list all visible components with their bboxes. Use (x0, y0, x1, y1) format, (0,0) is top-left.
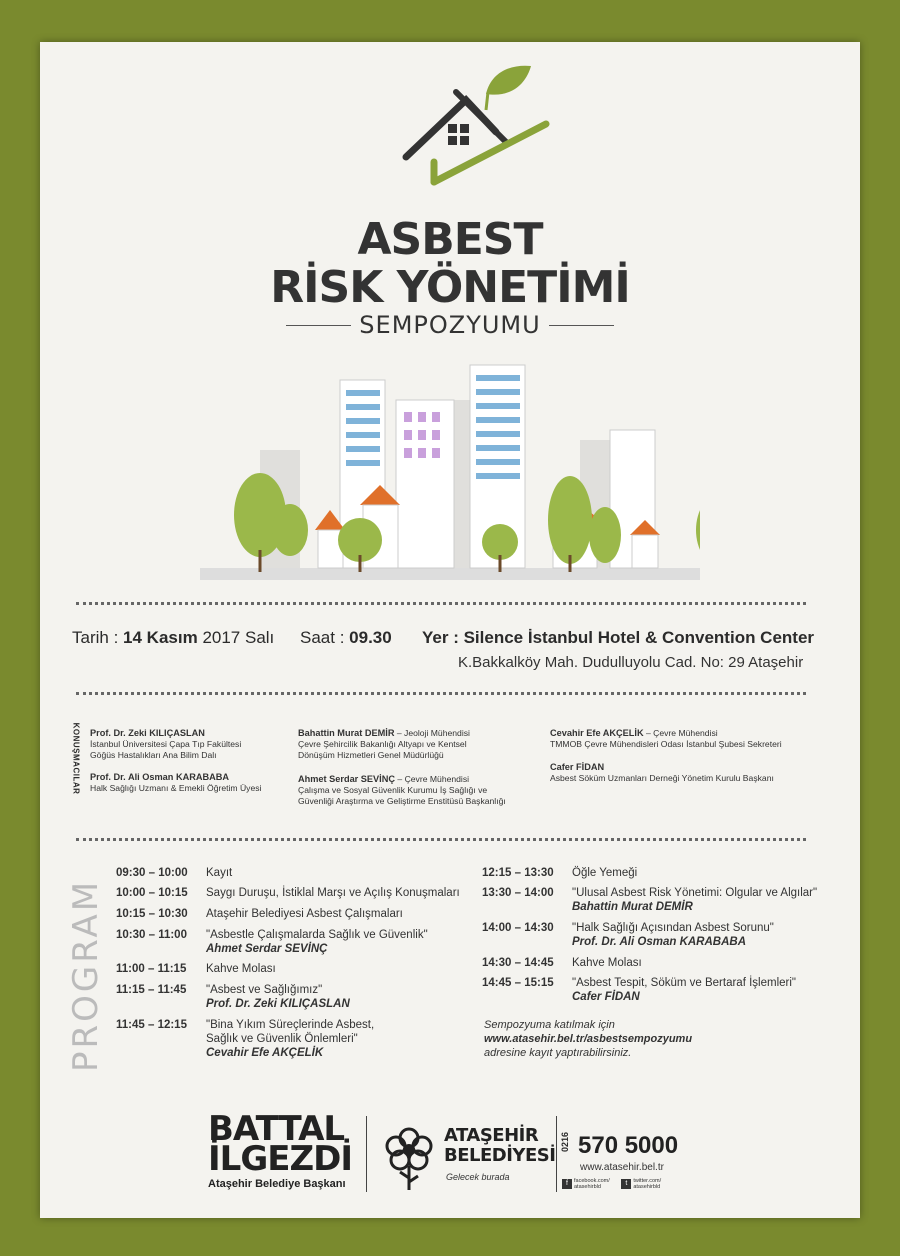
program-speaker: Prof. Dr. Zeki KILIÇASLAN (206, 998, 350, 1010)
mayor-last-name: İLGEZDİ (208, 1139, 352, 1179)
program-event: Kahve Molası (206, 963, 276, 975)
speaker-item (90, 728, 241, 761)
registration-text: Sempozyuma katılmak için (484, 1019, 615, 1031)
speaker-item (90, 772, 261, 794)
title-subtitle-row (286, 312, 614, 338)
program-time: 14:30 – 14:45 (482, 957, 554, 969)
phone-area-code: 0216 (560, 1131, 570, 1152)
program-event: Ataşehir Belediyesi Asbest Çalışmaları (206, 908, 403, 920)
program-event: Kayıt (206, 867, 233, 879)
speaker-name: Cevahir Efe AKÇELİK (550, 728, 644, 738)
speaker-desc: Çevre Şehircilik Bakanlığı Altyapı ve Kentsel (298, 739, 467, 749)
event-date (72, 628, 274, 648)
program-heading (66, 879, 106, 1072)
speaker-item (550, 728, 782, 750)
speakers-heading (70, 722, 81, 796)
mayor-title: Ataşehir Belediye Başkanı (208, 1178, 346, 1190)
title-line-3: SEMPOZYUMU (359, 311, 541, 339)
speaker-desc: Çalışma ve Sosyal Güvenlik Kurumu İş Sağlığı ve (298, 785, 488, 795)
municipality-block (374, 1116, 558, 1196)
registration-text: adresine kayıt yaptırabilirsiniz. (484, 1047, 632, 1059)
program-event: Saygı Duruşu, İstiklal Marşı ve Açılış Konuşmaları (206, 887, 460, 899)
program-event (572, 976, 796, 1004)
speaker-name: Cafer FİDAN (550, 762, 605, 772)
divider (286, 325, 351, 326)
speaker-item (298, 728, 470, 761)
twitter-link[interactable] (633, 1178, 661, 1190)
website-link[interactable]: www.atasehir.bel.tr (580, 1162, 664, 1173)
program-time: 13:30 – 14:00 (482, 887, 554, 899)
program-event-title: "Asbestle Çalışmalarda Sağlık ve Güvenlik" (206, 929, 428, 941)
divider (549, 325, 614, 326)
title-line-1: ASBEST (357, 214, 543, 265)
program-event (206, 983, 350, 1011)
program-event-title: Sağlık ve Güvenlik Önlemleri" (206, 1033, 358, 1045)
speaker-name: Prof. Dr. Zeki KILIÇASLAN (90, 728, 205, 738)
phone-number[interactable]: 570 5000 (578, 1132, 679, 1159)
program-speaker: Cafer FİDAN (572, 991, 640, 1003)
program-time: 10:00 – 10:15 (116, 887, 188, 899)
program-event (206, 928, 428, 956)
speaker-name: Ahmet Serdar SEVİNÇ (298, 774, 396, 784)
registration-link[interactable]: www.atasehir.bel.tr/asbestsempozyumu (484, 1033, 693, 1045)
program-speaker: Prof. Dr. Ali Osman KARABABA (572, 936, 747, 948)
time-label: Saat : (300, 628, 345, 647)
speaker-role: – Çevre Mühendisi (643, 728, 718, 738)
facebook-icon[interactable]: f (562, 1179, 572, 1189)
contact-block (560, 1116, 680, 1196)
place-label: Yer : (422, 628, 459, 647)
speaker-desc: TMMOB Çevre Mühendisleri Odası İstanbul Şubesi Sekreteri (550, 739, 782, 749)
program-time: 10:15 – 10:30 (116, 908, 188, 920)
program-heading-text: PROGRAM (66, 878, 106, 1072)
speaker-name: Prof. Dr. Ali Osman KARABABA (90, 772, 230, 782)
footer-divider (556, 1116, 557, 1192)
program-time: 14:45 – 15:15 (482, 977, 554, 989)
program-time: 10:30 – 11:00 (116, 929, 187, 941)
program-event-title: "Asbest Tespit, Söküm ve Bertaraf İşlemleri" (572, 977, 796, 989)
speaker-desc: Dönüşüm Hizmetleri Genel Müdürlüğü (298, 750, 444, 760)
program-speaker: Bahattin Murat DEMİR (572, 901, 693, 913)
program-speaker: Ahmet Serdar SEVİNÇ (206, 943, 328, 955)
municipality-slogan: Gelecek burada (446, 1172, 510, 1182)
event-place (422, 628, 814, 648)
registration-note (484, 1018, 692, 1060)
dotted-divider (76, 692, 806, 695)
place-value: Silence İstanbul Hotel & Convention Center (463, 628, 815, 647)
program-time: 11:15 – 11:45 (116, 984, 187, 996)
poster (40, 42, 860, 1218)
program-time: 11:45 – 12:15 (116, 1019, 187, 1031)
program-time: 11:00 – 11:15 (116, 963, 187, 975)
date-label: Tarih : (72, 628, 119, 647)
speaker-desc: Göğüs Hastalıkları Ana Bilim Dalı (90, 750, 217, 760)
time-value: 09.30 (349, 628, 392, 647)
program-event (572, 921, 774, 949)
facebook-link[interactable] (574, 1178, 610, 1190)
speaker-desc: Asbest Söküm Uzmanları Derneği Yönetim Kurulu Başkanı (550, 773, 774, 783)
program-event-title: "Asbest ve Sağlığımız" (206, 984, 323, 996)
speakers-heading-text: KONUŞMACILAR (71, 722, 81, 795)
twitter-icon[interactable]: t (621, 1179, 631, 1189)
event-address: K.Bakkalköy Mah. Dudulluyolu Cad. No: 29 Ataşehir (458, 654, 804, 671)
program-event-title: "Bina Yıkım Süreçlerinde Asbest, (206, 1019, 375, 1031)
dotted-divider (76, 602, 806, 605)
program-time: 09:30 – 10:00 (116, 867, 188, 879)
twitter-text: twitter.com/ (633, 1178, 662, 1184)
municipality-name (444, 1126, 555, 1166)
program-event-title: "Ulusal Asbest Risk Yönetimi: Olgular ve Algılar" (572, 887, 818, 899)
title-line-2: RİSK YÖNETİMİ (270, 262, 630, 313)
program-time: 14:00 – 14:30 (482, 922, 554, 934)
program-speaker: Cevahir Efe AKÇELİK (206, 1047, 324, 1059)
program-time: 12:15 – 13:30 (482, 867, 554, 879)
speaker-desc: Halk Sağlığı Uzmanı & Emekli Öğretim Üyesi (90, 783, 262, 793)
city-illustration (200, 360, 700, 580)
house-leaf-logo-icon (396, 62, 556, 202)
speaker-desc: Güvenliği Araştırma ve Geliştirme Enstitüsü Başkanlığı (298, 796, 506, 806)
program-event (572, 886, 817, 914)
footer-divider (366, 1116, 367, 1192)
facebook-text: facebook.com/ (574, 1178, 610, 1184)
municipality-flower-logo-icon (376, 1116, 442, 1196)
date-rest: 2017 Salı (202, 628, 275, 647)
twitter-text: atasehirbld (633, 1184, 661, 1190)
municipality-name-line: ATAŞEHİR (444, 1125, 539, 1146)
event-time (300, 628, 392, 648)
date-day: 14 Kasım (123, 628, 198, 647)
social-links (562, 1178, 661, 1190)
speaker-desc: İstanbul Üniversitesi Çapa Tıp Fakültesi (90, 739, 242, 749)
program-event (206, 1018, 374, 1060)
dotted-divider (76, 838, 806, 841)
facebook-text: atasehirbld (574, 1184, 601, 1190)
program-event: Öğle Yemeği (572, 867, 638, 879)
speaker-item (298, 774, 506, 807)
speaker-name: Bahattin Murat DEMİR (298, 728, 395, 738)
program-event-title: "Halk Sağlığı Açısından Asbest Sorunu" (572, 922, 774, 934)
municipality-name-line: BELEDİYESİ (444, 1145, 556, 1166)
mayor-first-name: BATTAL (208, 1109, 345, 1149)
program-event: Kahve Molası (572, 957, 642, 969)
speaker-role: – Jeoloji Mühendisi (394, 728, 470, 738)
mayor-block (208, 1109, 352, 1190)
speaker-item (550, 762, 774, 784)
speaker-role: – Çevre Mühendisi (395, 774, 470, 784)
